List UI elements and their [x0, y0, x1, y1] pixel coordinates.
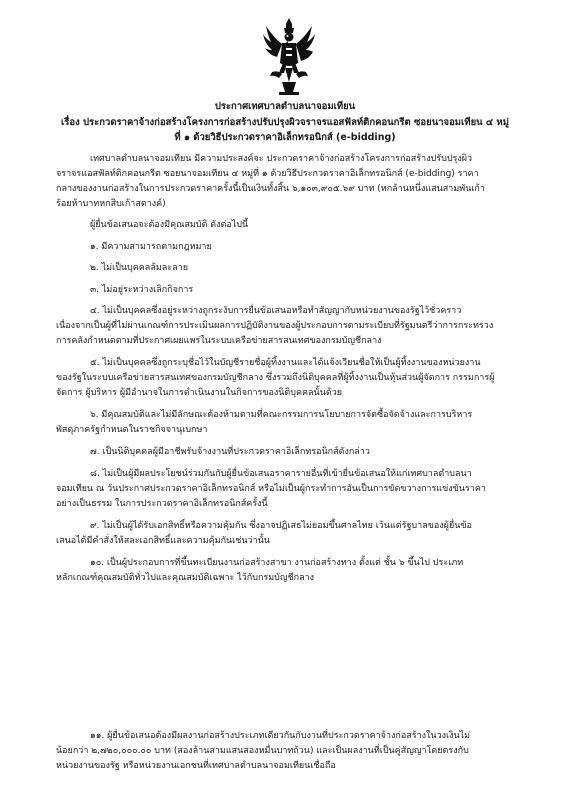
qualification-item-continued: หน่วยงานของรัฐ หรือหน่วยงานเอกชนที่เทศบาลตำบลนาจอมเทียนเชื่อถือ [56, 761, 336, 771]
qualification-item-continued: การคลังกำหนดตามที่ประกาศเผยแพร่ในระบบเครือข่ายสารสนเทศของกรมบัญชีกลาง [56, 336, 382, 346]
qualification-item: ๗. เป็นนิติบุคคลผู้มีอาชีพรับจ้างงานที่ประกวดราคาอิเล็กทรอนิกส์ดังกล่าว [90, 447, 370, 457]
garuda-emblem-icon [262, 16, 316, 96]
intro-line: กลางของงานก่อสร้างในการประกวดราคาครั้งนี้เป็นเงินทั้งสิ้น ๖,๑๐๓,๙๐๕.๖๙ บาท (หกล้านหนึ่งแสนสามพันเก้า [56, 184, 485, 194]
qualification-item-continued: พัสดุภาครัฐกำหนดในราชกิจจานุเบกษา [56, 425, 208, 435]
qualification-item-continued: เนื่องจากเป็นผู้ที่ไม่ผ่านเกณฑ์การประเมินผลการปฏิบัติงานของผู้ประกอบการตามระเบียบที่รัฐมนตรีว่าการกระทรวง [56, 321, 494, 331]
qualification-item: ๑๐. เป็นผู้ประกอบการที่ขึ้นทะเบียนงานก่อสร้างสาขา งานก่อสร้างทาง ตั้งแต่ ชั้น ๖ ขึ้นไป ประเภท [90, 558, 464, 568]
qualification-item-continued: จอมเทียน ณ วันประกาศประกวดราคาอิเล็กทรอนิกส์ หรือไม่เป็นผู้กระทำการอันเป็นการขัดขวางการแข่งขันราคา [56, 484, 486, 494]
qualification-item: ๕. ไม่เป็นบุคคลซึ่งถูกระบุชื่อไว้ในบัญชีรายชื่อผู้ทิ้งงานและได้แจ้งเวียนชื่อให้เป็นผู้ทิ้งงานของหน่วยงาน [90, 358, 481, 368]
document-subject-line-1: เรื่อง ประกวดราคาจ้างก่อสร้างโครงการก่อสร้างปรับปรุงผิวจราจรแอสฟัลท์ติกคอนกรีต ซอยนาจอมเทียน ๔ หมู่ [61, 117, 509, 128]
document-agency: ประกาศเทศบาลตำบลนาจอมเทียน [214, 101, 356, 112]
qualification-item: ๙. ไม่เป็นผู้ได้รับเอกสิทธิ์หรือความคุ้มกัน ซึ่งอาจปฏิเสธไม่ยอมขึ้นศาลไทย เว้นแต่รัฐบาลของผู้ยื่นข้อ [90, 521, 472, 531]
intro-line: เทศบาลตำบลนาจอมเทียน มีความประสงค์จะ ประกวดราคาจ้างก่อสร้างโครงการก่อสร้างปรับปรุงผิว [90, 154, 473, 164]
qualification-item-continued: จัดการ ผู้บริหาร ผู้มีอำนาจในการดำเนินงานในกิจการของนิติบุคคลนั้นด้วย [56, 388, 343, 398]
qualification-item: ๑. มีความสามารถตามกฎหมาย [90, 242, 212, 252]
qualification-item-continued: น้อยกว่า ๒,๗๒๐,๐๐๐.๐๐ บาท (สองล้านสามแสนสองหมื่นบาทถ้วน) และเป็นผลงานที่เป็นคู่สัญญาโดยตรงกับ [56, 746, 469, 756]
intro-line: ร้อยห้าบาทหกสิบเก้าสตางค์) [56, 199, 166, 209]
qualification-item: ๖. มีคุณสมบัติและไม่มีลักษณะต้องห้ามตามที่คณะกรรมการนโยบายการจัดซื้อจัดจ้างและการบริหาร [90, 410, 473, 420]
qualification-item: ๒. ไม่เป็นบุคคลล้มละลาย [90, 263, 188, 273]
intro-line: จราจรแอสฟัลท์ติกคอนกรีต ซอยนาจอมเทียน ๔ หมู่ที่ ๑ ด้วยวิธีประกวดราคาอิเล็กทรอนิกส์ (e-bidding) ราคา [56, 169, 479, 179]
qualification-item: ๔. ไม่เป็นบุคคลซึ่งอยู่ระหว่างถูกระงับการยื่นข้อเสนอหรือทำสัญญากับหน่วยงานของรัฐไว้ชั่วคราว [90, 306, 462, 316]
qualification-heading: ผู้ยื่นข้อเสนอจะต้องมีคุณสมบัติ ดังต่อไปนี้ [90, 220, 249, 230]
qualification-item-continued: หลักเกณฑ์คุณสมบัติทั่วไปและคุณสมบัติเฉพาะ ไว้กับกรมบัญชีกลาง [56, 573, 315, 583]
qualification-item: ๘. ไม่เป็นผู้มีผลประโยชน์ร่วมกันกับผู้ยื่นข้อเสนอราคารายอื่นที่เข้ายื่นข้อเสนอให้แก่เทศบาลตำบลนา [90, 469, 472, 479]
qualification-item-continued: เสนอได้มีคำสั่งให้สละเอกสิทธิ์และความคุ้มกันเช่นว่านั้น [56, 536, 270, 546]
qualification-item: ๓. ไม่อยู่ระหว่างเลิกกิจการ [90, 285, 194, 295]
qualification-item: ๑๑. ผู้ยื่นข้อเสนอต้องมีผลงานก่อสร้างประเภทเดียวกันกับงานที่ประกวดราคาจ้างก่อสร้างในวงเงินไม่ [90, 731, 471, 741]
qualification-item-continued: อย่างเป็นธรรม ในการประกวดราคาอิเล็กทรอนิกส์ครั้งนี้ [56, 499, 268, 509]
document-subject-line-2: ที่ ๑ ด้วยวิธีประกวดราคาอิเล็กทรอนิกส์ (e-bidding) [174, 132, 396, 143]
qualification-item-continued: ของรัฐในระบบเครือข่ายสารสนเทศของกรมบัญชีกลาง ซึ่งรวมถึงนิติบุคคลที่ผู้ทิ้งงานเป็นหุ้นส่วนผู้จัดการ กรรมการผู้ [56, 373, 495, 383]
